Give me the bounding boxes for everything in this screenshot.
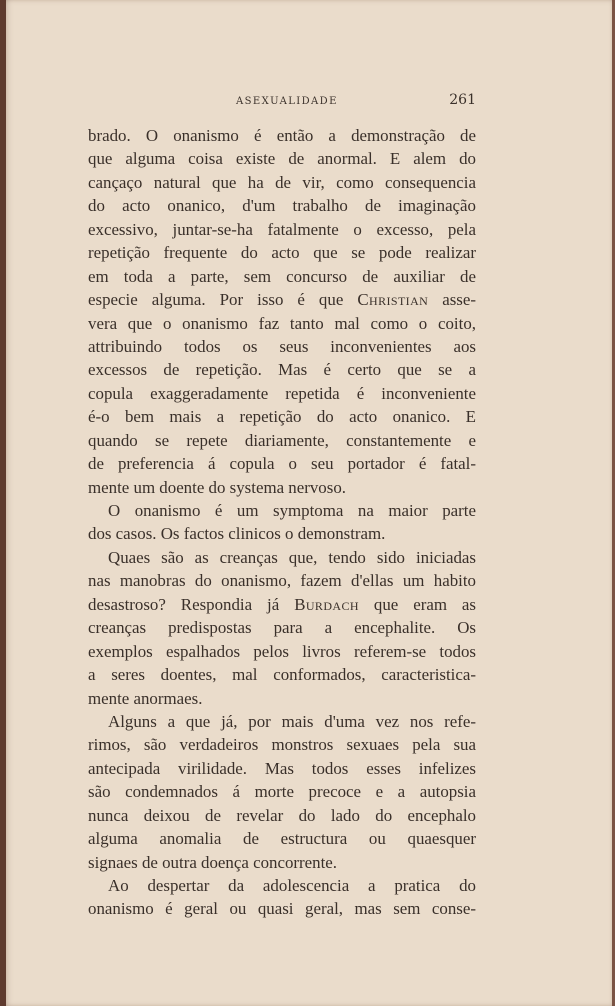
text-line: cançaço natural que ha de vir, como consequencia — [88, 172, 476, 192]
text-line: é-o bem mais a repetição do acto onanico. E — [88, 407, 476, 427]
body-text — [88, 124, 476, 921]
text-line: creanças predispostas para a encephalite. Os — [88, 618, 476, 638]
text-line: do acto onanico, d'um trabalho de imaginação — [88, 196, 476, 216]
text-line: alguma anomalia de estructura ou quaesquer — [88, 829, 476, 849]
text-line: signaes de outra doença concorrente. — [88, 852, 338, 872]
text-line: rimos, são verdadeiros monstros sexuaes pela sua — [88, 735, 476, 755]
text-line: a seres doentes, mal conformados, caracteristica- — [88, 665, 476, 685]
text-line: de preferencia á copula o seu portador é fatal- — [88, 454, 476, 474]
text-line: copula exaggeradamente repetida é inconveniente — [88, 383, 476, 403]
text-line: em toda a parte, sem concurso de auxiliar de — [88, 266, 476, 286]
text-line: onanismo é geral ou quasi geral, mas sem conse- — [88, 899, 476, 919]
text-line: que alguma coisa existe de anormal. E alem do — [88, 149, 476, 169]
running-title: ASEXUALIDADE — [236, 96, 338, 107]
text-line: repetição frequente do acto que se pode realizar — [88, 243, 476, 263]
text-line: attribuindo todos os seus inconvenientes aos — [88, 336, 476, 356]
text-line: nunca deixou de revelar do lado do encephalo — [88, 805, 476, 825]
text-segment: que eram as — [358, 594, 476, 614]
text-line: excessivo, juntar-se-ha fatalmente o excesso, pela — [88, 219, 476, 239]
text-line: mente anormaes. — [88, 688, 203, 708]
author-name: Christian — [357, 290, 429, 310]
text-line: são condemnados á morte precoce e a autopsia — [88, 782, 476, 802]
text-line: dos casos. Os factos clinicos o demonstram. — [88, 524, 386, 544]
text-line: Quaes são as creanças que, tendo sido iniciadas — [108, 547, 476, 567]
text-segment: asse- — [428, 290, 476, 310]
author-name: Burdach — [294, 594, 359, 614]
text-line: excessos de repetição. Mas é certo que se a — [88, 360, 476, 380]
text-line: O onanismo é um symptoma na maior parte — [108, 501, 476, 520]
text-line — [88, 288, 476, 311]
text-line: exemplos espalhados pelos livros referem-se todos — [88, 641, 476, 661]
page-left-edge — [0, 0, 6, 1006]
text-line: nas manobras do onanismo, fazem d'ellas um habito — [88, 571, 476, 591]
page-number: 261 — [449, 92, 476, 108]
text-segment: desastroso? Respondia já — [88, 594, 295, 614]
text-line: vera que o onanismo faz tanto mal como o coito, — [88, 313, 476, 333]
text-line: Ao despertar da adolescencia a pratica do — [108, 876, 476, 895]
text-line: Alguns a que já, por mais d'uma vez nos refe- — [108, 711, 476, 731]
text-line — [88, 593, 476, 616]
text-line: mente um doente do systema nervoso. — [88, 477, 346, 497]
text-line: brado. O onanismo é então a demonstração de — [88, 126, 476, 145]
text-segment: especie alguma. Por isso é que — [88, 290, 358, 310]
page-header — [236, 92, 486, 112]
text-line: quando se repete diariamente, constantemente e — [88, 430, 476, 450]
text-line: antecipada virilidade. Mas todos esses infelizes — [88, 758, 476, 778]
